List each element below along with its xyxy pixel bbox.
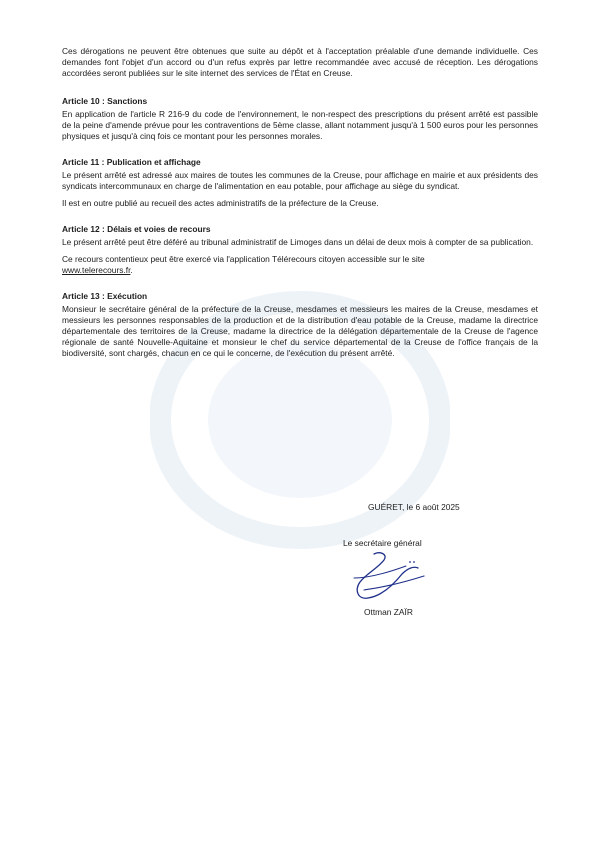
- article-11-heading: Article 11 : Publication et affichage: [62, 157, 201, 168]
- signatory-name: Ottman ZAÏR: [364, 607, 413, 617]
- place-date: GUÉRET, le 6 août 2025: [368, 502, 460, 512]
- article-10-text: En application de l'article R 216-9 du code de l'environnement, le non-respect des prescriptions du présent arrêté est passible de la peine d'amende prévue pour les contraventions de 5ème classe, allant notamment jusqu'à 1 500 euros pour les personnes physiques et jusqu'à cinq fois ce montant pour les personnes morales.: [62, 108, 538, 141]
- signatory-title: Le secrétaire général: [343, 538, 422, 548]
- handwritten-signature: [344, 548, 434, 608]
- article-12-recours-text: Ce recours contentieux peut être exercé via l'application Télérecours citoyen accessible sur le site: [62, 254, 425, 265]
- article-13-text: Monsieur le secrétaire général de la préfecture de la Creuse, mesdames et messieurs les maires de la Creuse, mesdames et messieurs les personnes responsables de la production et de la distribution d'eau potable de la Creuse, madame la directrice départementale des territoires de la Creuse, madame la directrice de la délégation départementale de la Creuse de l'agence régionale de santé Nouvelle-Aquitaine et monsieur le chef du service départemental de la Creuse de l'office français de la biodiversité, sont chargés, chacun en ce qui le concerne, de l'exécution du présent arrêté.: [62, 303, 538, 358]
- article-12-paragraph-2: [62, 254, 538, 276]
- article-12-paragraph-1: Le présent arrêté peut être déféré au tribunal administratif de Limoges dans un délai de deux mois à compter de sa publication.: [62, 237, 534, 248]
- article-10-heading: Article 10 : Sanctions: [62, 95, 148, 106]
- article-13-heading: Article 13 : Exécution: [62, 290, 148, 301]
- article-12-heading: Article 12 : Délais et voies de recours: [62, 224, 211, 235]
- link-period: .: [130, 264, 133, 275]
- article-11-paragraph-1: Le présent arrêté est adressé aux maires de toutes les communes de la Creuse, pour affichage en mairie et aux présidents des syndicats intercommunaux en charge de l'alimentation en eau potable, pour affichage au siège du syndicat.: [62, 170, 538, 192]
- article-11-paragraph-2: Il est en outre publié au recueil des actes administratifs de la préfecture de la Creuse.: [62, 198, 379, 209]
- document-page: [62, 46, 538, 358]
- telerecours-link[interactable]: www.telerecours.fr: [62, 264, 131, 275]
- intro-paragraph: Ces dérogations ne peuvent être obtenues que suite au dépôt et à l'acceptation préalable d'une demande individuelle. Ces demandes font l'objet d'un accord ou d'un refus exprès par lettre recommandée avec accusé de réception. Les dérogations accordées seront publiées sur le site internet des services de l'État en Creuse.: [62, 46, 538, 78]
